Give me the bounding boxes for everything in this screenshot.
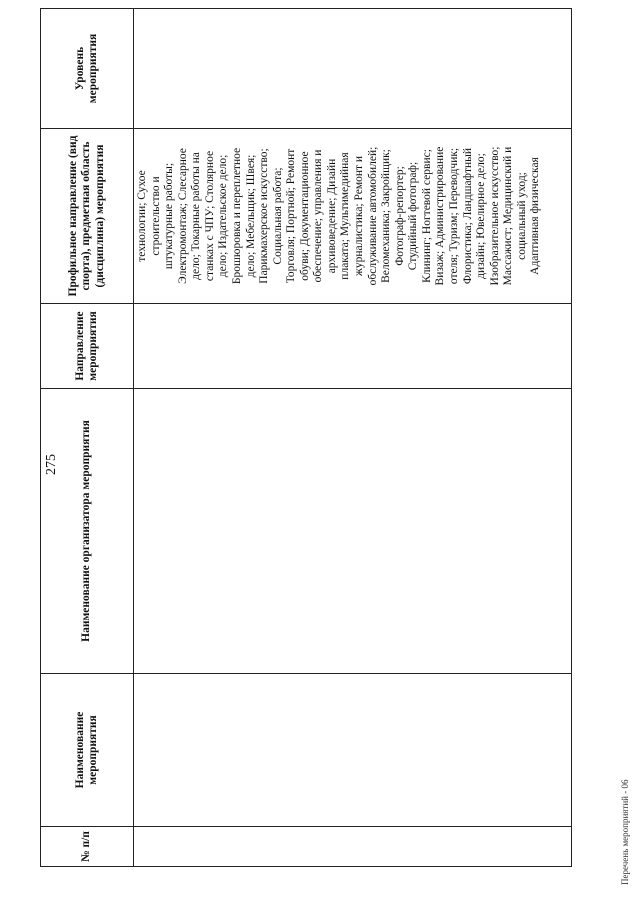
events-table xyxy=(40,8,572,867)
page-number: 275 xyxy=(44,454,59,475)
profile-text: технологии; Сухое строительство и штукатурные работы; Электромонтаж; Слесарное дело; Токарные работы на станках с ЧПУ; Столярное дело; Издательское дело; Брошюровка и переплетное дело; Мебельщик; Швея; Парикмахерское искусство; Социальная работа; Торговля; Портной; Ремонт обуви; Документационное обеспечение; управления и архивоведение; Дизайн плаката; Мультимедийная журналистика; Ремонт и обслуживание автомобилей; Веломеханика; Закройщик; Фотограф-репортер; Студийный фотограф; Клининг; Ногтевой сервис; Визаж; Администрирование отеля; Туризм; Переводчик; Флористика; Ландшафтный дизайн; Ювелирное дело; Изобразительное искусство; Массажист; Медицинский и социальный уход; Адаптивная физическая xyxy=(136,146,542,286)
cell-profile xyxy=(134,129,572,304)
cell-event-name xyxy=(134,674,572,827)
col-header-number: № п/п xyxy=(41,827,134,867)
footer-text: Перечень мероприятий - 06 xyxy=(620,779,630,885)
col-header-profile: Профильное направление (вид спорта), предметная область (дисциплина) мероприятия xyxy=(41,129,134,304)
cell-number xyxy=(134,827,572,867)
cell-direction xyxy=(134,304,572,389)
col-header-event-name: Наименование мероприятия xyxy=(41,674,134,827)
cell-organizer xyxy=(134,389,572,674)
col-header-level: Уровень мероприятия xyxy=(41,9,134,129)
table-header-row xyxy=(41,9,134,867)
table-row xyxy=(134,9,572,867)
col-header-organizer: Наименование организатора мероприятия xyxy=(41,389,134,674)
cell-level xyxy=(134,9,572,129)
col-header-direction: Направление мероприятия xyxy=(41,304,134,389)
